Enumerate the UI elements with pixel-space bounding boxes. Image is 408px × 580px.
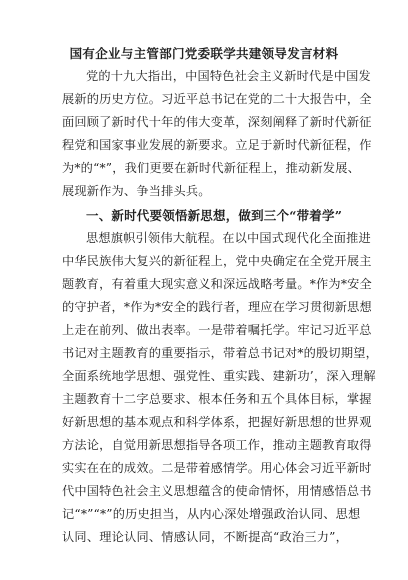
paragraph-line: 面回顾了新时代十年的伟大变革，深刻阐释了新时代新征 (62, 115, 372, 129)
paragraph-line: 书记对主题教育的重要指示，带着总书记对*的殷切期望， (62, 346, 378, 360)
paragraph-line: 认同、理论认同、情感认同，不断提高“政治三力”， (62, 530, 348, 544)
paragraph-line: 全面系统地学思想、强党性、重实践、建新功’，深入理解 (62, 369, 376, 383)
paragraph-line: 的守护者，*作为*安全的践行者，理应在学习贯彻新思想 (62, 300, 372, 314)
paragraph-line: 中华民族伟大复兴的新征程上，党中央确定在全党开展主 (62, 254, 372, 268)
paragraph-line: 程党和国家事业发展的新要求。立足于新时代新征程，作 (62, 138, 372, 152)
paragraph-line: 好新思想的基本观点和科学体系，把握好新思想的世界观 (62, 415, 372, 429)
paragraph-line: 代中国特色社会主义思想蕴含的使命情怀，用情感悟总书 (62, 484, 372, 498)
paragraph-line: 上走在前列、做出表率。一是带着嘱托学。牢记习近平总 (62, 323, 372, 337)
paragraph-line: 为*的“*”，我们更要在新时代新征程上，推动新发展、 (62, 161, 360, 175)
paragraph-line: 主题教育十二字总要求、根本任务和五个具体目标，掌握 (62, 392, 372, 406)
paragraph-line: 思想旗帜引领伟大航程。在以中国式现代化全面推进 (86, 231, 371, 245)
paragraph-line: 实实在在的成效。二是带着感情学。用心体会习近平新时 (62, 461, 372, 475)
section-heading: 一、新时代要领悟新思想，做到三个“带着学” (86, 208, 343, 223)
paragraph-line: 方法论，自觉用新思想指导各项工作，推动主题教育取得 (62, 438, 372, 452)
paragraph-line: 题教育，有着重大现实意义和深远战略考量。*作为*安全 (62, 277, 372, 291)
paragraph-line: 展现新作为、争当排头兵。 (62, 184, 211, 198)
paragraph-line: 记“*”“*”的历史担当，从内心深处增强政治认同、思想 (62, 507, 361, 521)
paragraph-line: 展新的历史方位。习近平总书记在党的二十大报告中，全 (62, 92, 372, 106)
document-title: 国有企业与主管部门党委联学共建领导发言材料 (69, 46, 339, 61)
paragraph-line: 党的十九大指出，中国特色社会主义新时代是中国发 (86, 69, 371, 83)
